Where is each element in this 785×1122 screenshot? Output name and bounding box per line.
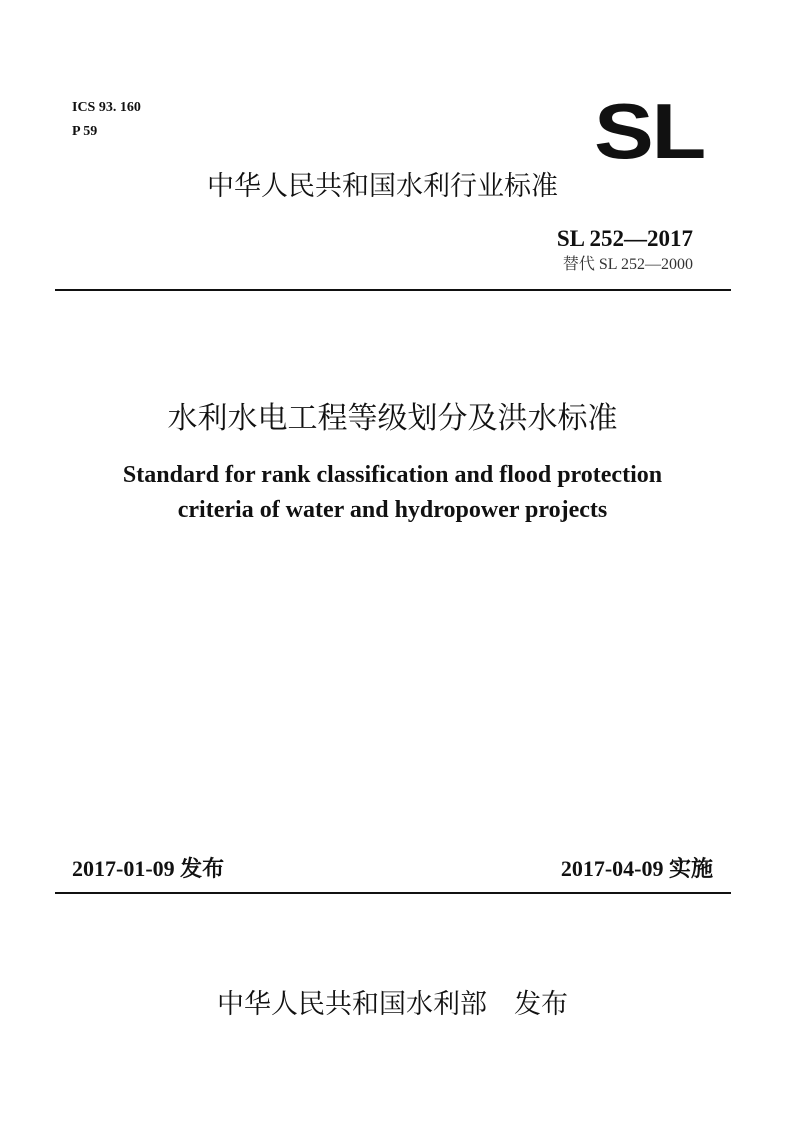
standard-number: SL 252—2017 [556, 226, 693, 251]
title-zh: 水利水电工程等级划分及洪水标准 [167, 401, 618, 436]
implementation-date: 2017-04-09 实施 [560, 856, 713, 881]
standard-category-text: 中华人民共和国水利行业标准 [207, 171, 558, 202]
ccs-code: P 59 [72, 124, 98, 139]
publisher: 中华人民共和国水利部 发布 [217, 989, 568, 1020]
sl-logo: SL [594, 87, 705, 175]
bottom-divider [55, 892, 731, 894]
standard-category [0, 164, 785, 203]
ics-code: ICS 93. 160 [72, 100, 141, 115]
top-divider [55, 289, 731, 291]
replaces-standard: 替代 SL 252—2000 [562, 256, 693, 273]
issue-date: 2017-01-09 发布 [72, 856, 225, 881]
title-en-line2: criteria of water and hydropower projects [177, 497, 608, 523]
title-en-line1: Standard for rank classification and flood protection [122, 462, 663, 488]
